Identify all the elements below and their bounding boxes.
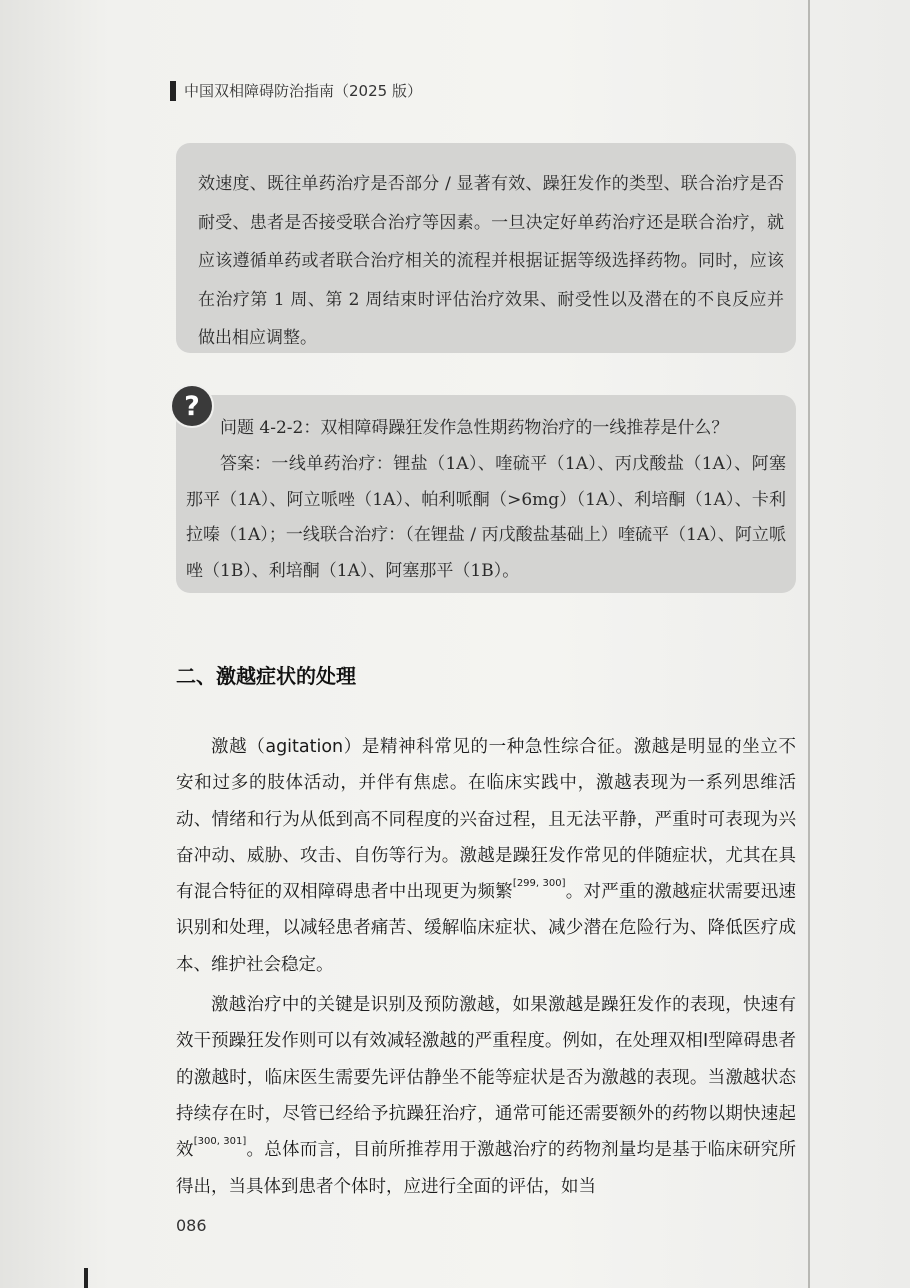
running-header-title: 中国双相障碍防治指南（2025 版） [184,82,422,100]
page-edge-line [808,0,810,1288]
recommendation-box [176,143,796,353]
paragraph-1 [176,729,796,983]
answer-block [186,447,786,589]
question-text: 问题 4-2-2：双相障碍躁狂发作急性期药物治疗的一线推荐是什么？ [220,418,729,438]
question-mark-icon: ? [172,386,212,426]
paragraph-2-text: 激越治疗中的关键是识别及预防激越，如果激越是躁狂发作的表现，快速有效干预躁狂发作则可以有效减轻激越的严重程度。例如，在处理双相Ⅰ型障碍患者的激越时，临床医生需要先评估静坐不能等症状是否为激越的表现。当激越状态持续存在时，尽管已经给予抗躁狂治疗，通常可能还需要额外的药物以期快速起效 [176,995,796,1161]
running-header [170,80,422,101]
body-text [176,729,796,1209]
recommendation-text: 效速度、既往单药治疗是否部分 / 显著有效、躁狂发作的类型、联合治疗是否耐受、患者是否接受联合治疗等因素。一旦决定好单药治疗还是联合治疗，就应该遵循单药或者联合治疗相关的流程并根据证据等级选择药物。同时，应该在治疗第 1 周、第 2 周结束时评估治疗效果、耐受性以及潜在的不良反应并做出相应调整。 [198,174,784,348]
paragraph-2-text-cont: 。总体而言，目前所推荐用于激越治疗的药物剂量均是基于临床研究所得出，当具体到患者个体时，应进行全面的评估，如当 [176,1140,797,1197]
section-heading: 二、激越症状的处理 [176,664,356,688]
question-box [176,395,796,593]
answer-label: 答案： [220,454,271,474]
answer-text: 一线单药治疗：锂盐（1A）、喹硫平（1A）、丙戊酸盐（1A）、阿塞那平（1A）、阿立哌唑（1A）、帕利哌酮（>6mg）（1A）、利培酮（1A）、卡利拉嗪（1A）；一线联合治疗：（在锂盐 / 丙戊酸盐基础上）喹硫平（1A）、阿立哌唑（1B）、利培酮（1A）、阿塞那平（1B）。 [186,454,786,581]
paragraph-1-text-cont: 。对严重的激越症状需要迅速识别和处理，以减轻患者痛苦、缓解临床症状、减少潜在危险行为、降低医疗成本、维护社会稳定。 [176,882,797,975]
header-bar-mark [170,81,176,101]
page-number: 086 [176,1216,207,1235]
citation-300-301: [300, 301] [193,1136,247,1148]
paragraph-1-text: 激越（agitation）是精神科常见的一种急性综合征。激越是明显的坐立不安和过多的肢体活动，并伴有焦虑。在临床实践中，激越表现为一系列思维活动、情绪和行为从低到高不同程度的兴奋过程，且无法平静，严重时可表现为兴奋冲动、威胁、攻击、自伤等行为。激越是躁狂发作常见的伴随症状，尤其在具有混合特征的双相障碍患者中出现更为频繁 [176,737,796,903]
citation-299-300: [299, 300] [512,878,566,890]
bottom-edge-mark [84,1268,88,1288]
paragraph-2 [176,987,796,1205]
